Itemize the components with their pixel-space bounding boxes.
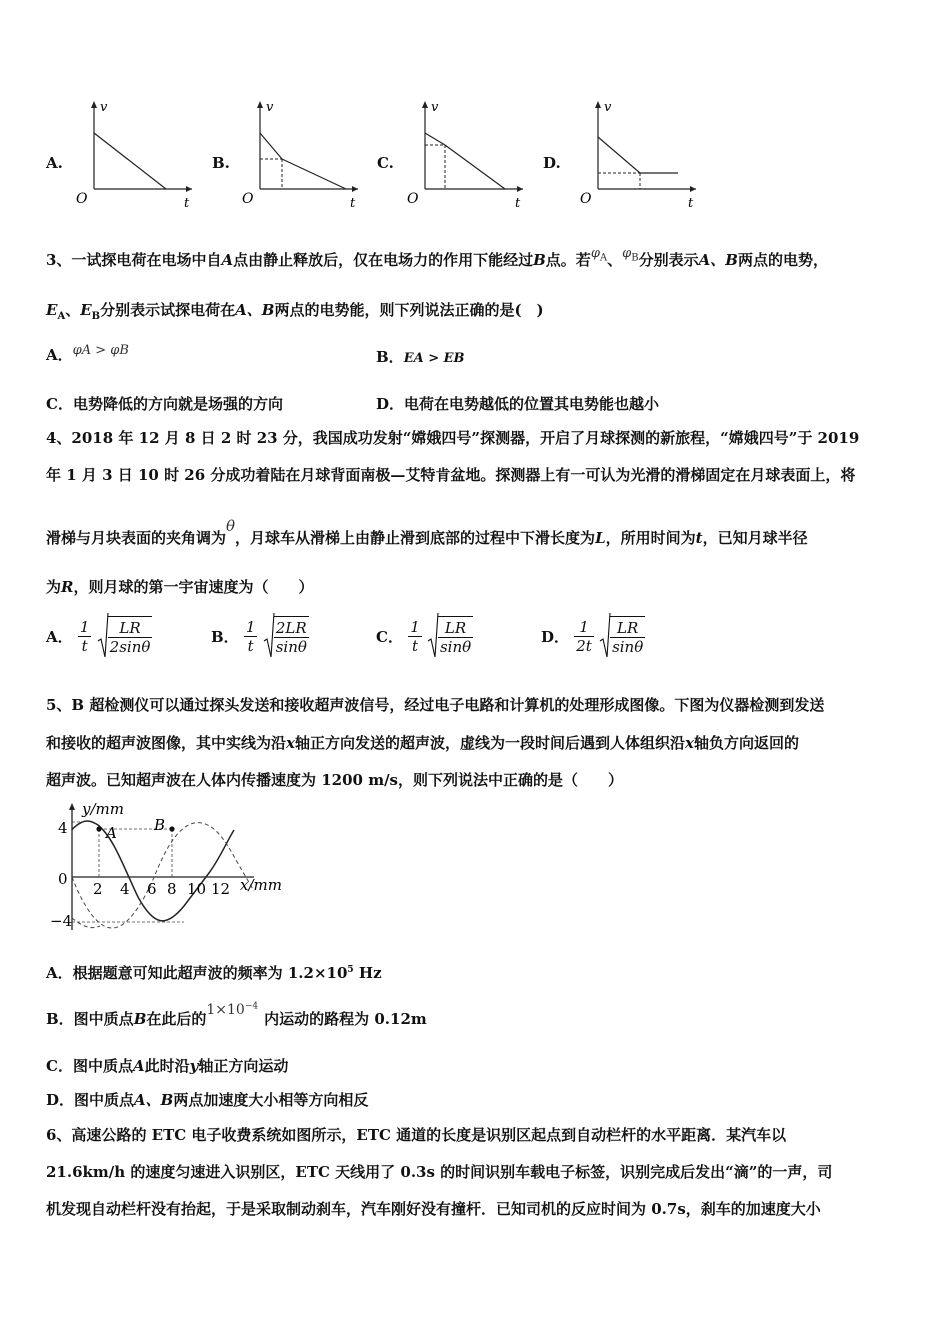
- axis-t-label: t: [350, 196, 356, 210]
- q4-line-4: 为R，则月球的第一宇宙速度为（ ）: [46, 578, 314, 596]
- point-b-dot: [169, 826, 174, 831]
- x-tick-8: 8: [167, 880, 177, 898]
- axis-t-label: t: [688, 196, 694, 210]
- graph-label-c: C.: [377, 154, 394, 172]
- phi-b-symbol: $\varphi_B$: [622, 246, 639, 264]
- y-tick-4: 4: [58, 819, 68, 837]
- q5-option-d: D．图中质点A、B两点加速度大小相等方向相反: [46, 1091, 369, 1109]
- q6-line-3: 机发现自动栏杆没有抬起，于是采取制动刹车，汽车刚好没有撞杆．已知司机的反应时间为 0.7s，刹车的加速度大小: [46, 1200, 821, 1218]
- q3-option-c: C．电势降低的方向就是场强的方向: [46, 395, 283, 413]
- q3-line-1: 3、一试探电荷在电场中自A点由静止释放后，仅在电场力的作用下能经过B点。若$\varphi_A$、$\varphi_B$分别表示A、B两点的电势，: [46, 246, 828, 269]
- q3-line-2: $E_A$、$E_B$分别表示试探电荷在A、B两点的电势能，则下列说法正确的是( ): [46, 301, 544, 322]
- axis-t-label: t: [515, 196, 521, 210]
- axis-v-label: v: [266, 100, 274, 115]
- x-tick-12: 12: [211, 880, 231, 898]
- q4-option-b: B． $\frac{1}{t}$ $\frac{2LR}{\sin\theta}$: [211, 611, 309, 661]
- x-tick-10: 10: [187, 880, 207, 898]
- axis-v-label: v: [100, 100, 108, 115]
- y-tick-0: 0: [58, 870, 68, 888]
- point-a-label: A: [106, 824, 117, 842]
- point-b-label: B: [154, 816, 166, 834]
- origin-label: O: [76, 191, 88, 207]
- q5-line-3: 超声波。已知超声波在人体内传播速度为 1200 m/s，则下列说法中正确的是（ ）: [46, 771, 623, 789]
- graph-label-a: A.: [46, 154, 63, 172]
- q5-line-2: 和接收的超声波图像，其中实线为沿x轴正方向发送的超声波，虚线为一段时间后遇到人体组织沿x轴负方向返回的: [46, 734, 799, 752]
- axis-v-label: v: [431, 100, 439, 115]
- q4-option-a: A． $\frac{1}{t}$ $\frac{LR}{2\sin\theta}$: [46, 611, 152, 661]
- vt-graph-b: [236, 95, 366, 210]
- y-tick-neg4: −4: [50, 912, 73, 930]
- q5-line-1: 5、B 超检测仪可以通过探头发送和接收超声波信号，经过电子电路和计算机的处理形成图像。下图为仪器检测到发送: [46, 696, 825, 714]
- origin-label: O: [242, 191, 254, 207]
- graph-label-b: B.: [212, 154, 230, 172]
- q4-line-1: 4、2018 年 12 月 8 日 2 时 23 分，我国成功发射“嫦娥四号”探测器，开启了月球探测的新旅程，“嫦娥四号”于 2019: [46, 429, 860, 447]
- q4-option-c: C． $\frac{1}{t}$ $\frac{LR}{\sin\theta}$: [376, 611, 473, 661]
- wave-ylabel: y/mm: [82, 800, 124, 818]
- q3-option-b: B．EA > EB: [376, 348, 465, 366]
- q6-line-2: 21.6km/h 的速度匀速进入识别区，ETC 天线用了 0.3s 的时间识别车载电子标签，识别完成后发出“滴”的一声，司: [46, 1163, 833, 1181]
- q3-option-d: D．电荷在电势越低的位置其电势能也越小: [376, 395, 660, 413]
- graph-label-d: D.: [543, 154, 561, 172]
- vt-graph-c: [401, 95, 531, 210]
- q5-option-c: C．图中质点A此时沿y轴正方向运动: [46, 1057, 289, 1075]
- axis-t-label: t: [184, 196, 190, 210]
- phi-a-symbol: $\varphi_A$: [590, 246, 608, 264]
- q5-time-expr: $1\times 10^{-4}$: [206, 1001, 259, 1018]
- q3-option-b-expr: EA > EB: [403, 351, 465, 366]
- vt-graph-d: [574, 95, 704, 210]
- q5-option-a: A．根据题意可知此超声波的频率为 $1.2\times 10^5$ Hz: [46, 964, 382, 982]
- q5-option-b: B．图中质点B在此后的$1\times 10^{-4}$内运动的路程为 0.12m: [46, 1001, 427, 1028]
- q4-line-3: 滑梯与月块表面的夹角调为θ，月球车从滑梯上由静止滑到底部的过程中下滑长度为L，所用时间为t，已知月球半径: [46, 517, 808, 547]
- origin-label: O: [580, 191, 592, 207]
- wave-xlabel: x/mm: [240, 876, 282, 894]
- q3-option-a: A．φA > φB: [46, 343, 129, 364]
- q4-line-2: 年 1 月 3 日 10 时 26 分成功着陆在月球背面南极—艾特肯盆地。探测器上有一可认为光滑的滑梯固定在月球表面上，将: [46, 466, 856, 484]
- x-tick-6: 6: [147, 880, 157, 898]
- q3-option-a-expr: φA > φB: [72, 343, 129, 358]
- theta-symbol: θ: [226, 517, 236, 535]
- x-tick-2: 2: [93, 880, 103, 898]
- point-a-dot: [96, 826, 101, 831]
- wave-graph: [44, 798, 304, 938]
- axis-v-label: v: [604, 100, 612, 115]
- q4-option-d: D． $\frac{1}{2t}$ $\frac{LR}{\sin\theta}$: [541, 611, 645, 661]
- origin-label: O: [407, 191, 419, 207]
- x-tick-4: 4: [120, 880, 130, 898]
- q6-line-1: 6、高速公路的 ETC 电子收费系统如图所示，ETC 通道的长度是识别区起点到自动栏杆的水平距离．某汽车以: [46, 1126, 787, 1144]
- vt-graph-a: [70, 95, 200, 210]
